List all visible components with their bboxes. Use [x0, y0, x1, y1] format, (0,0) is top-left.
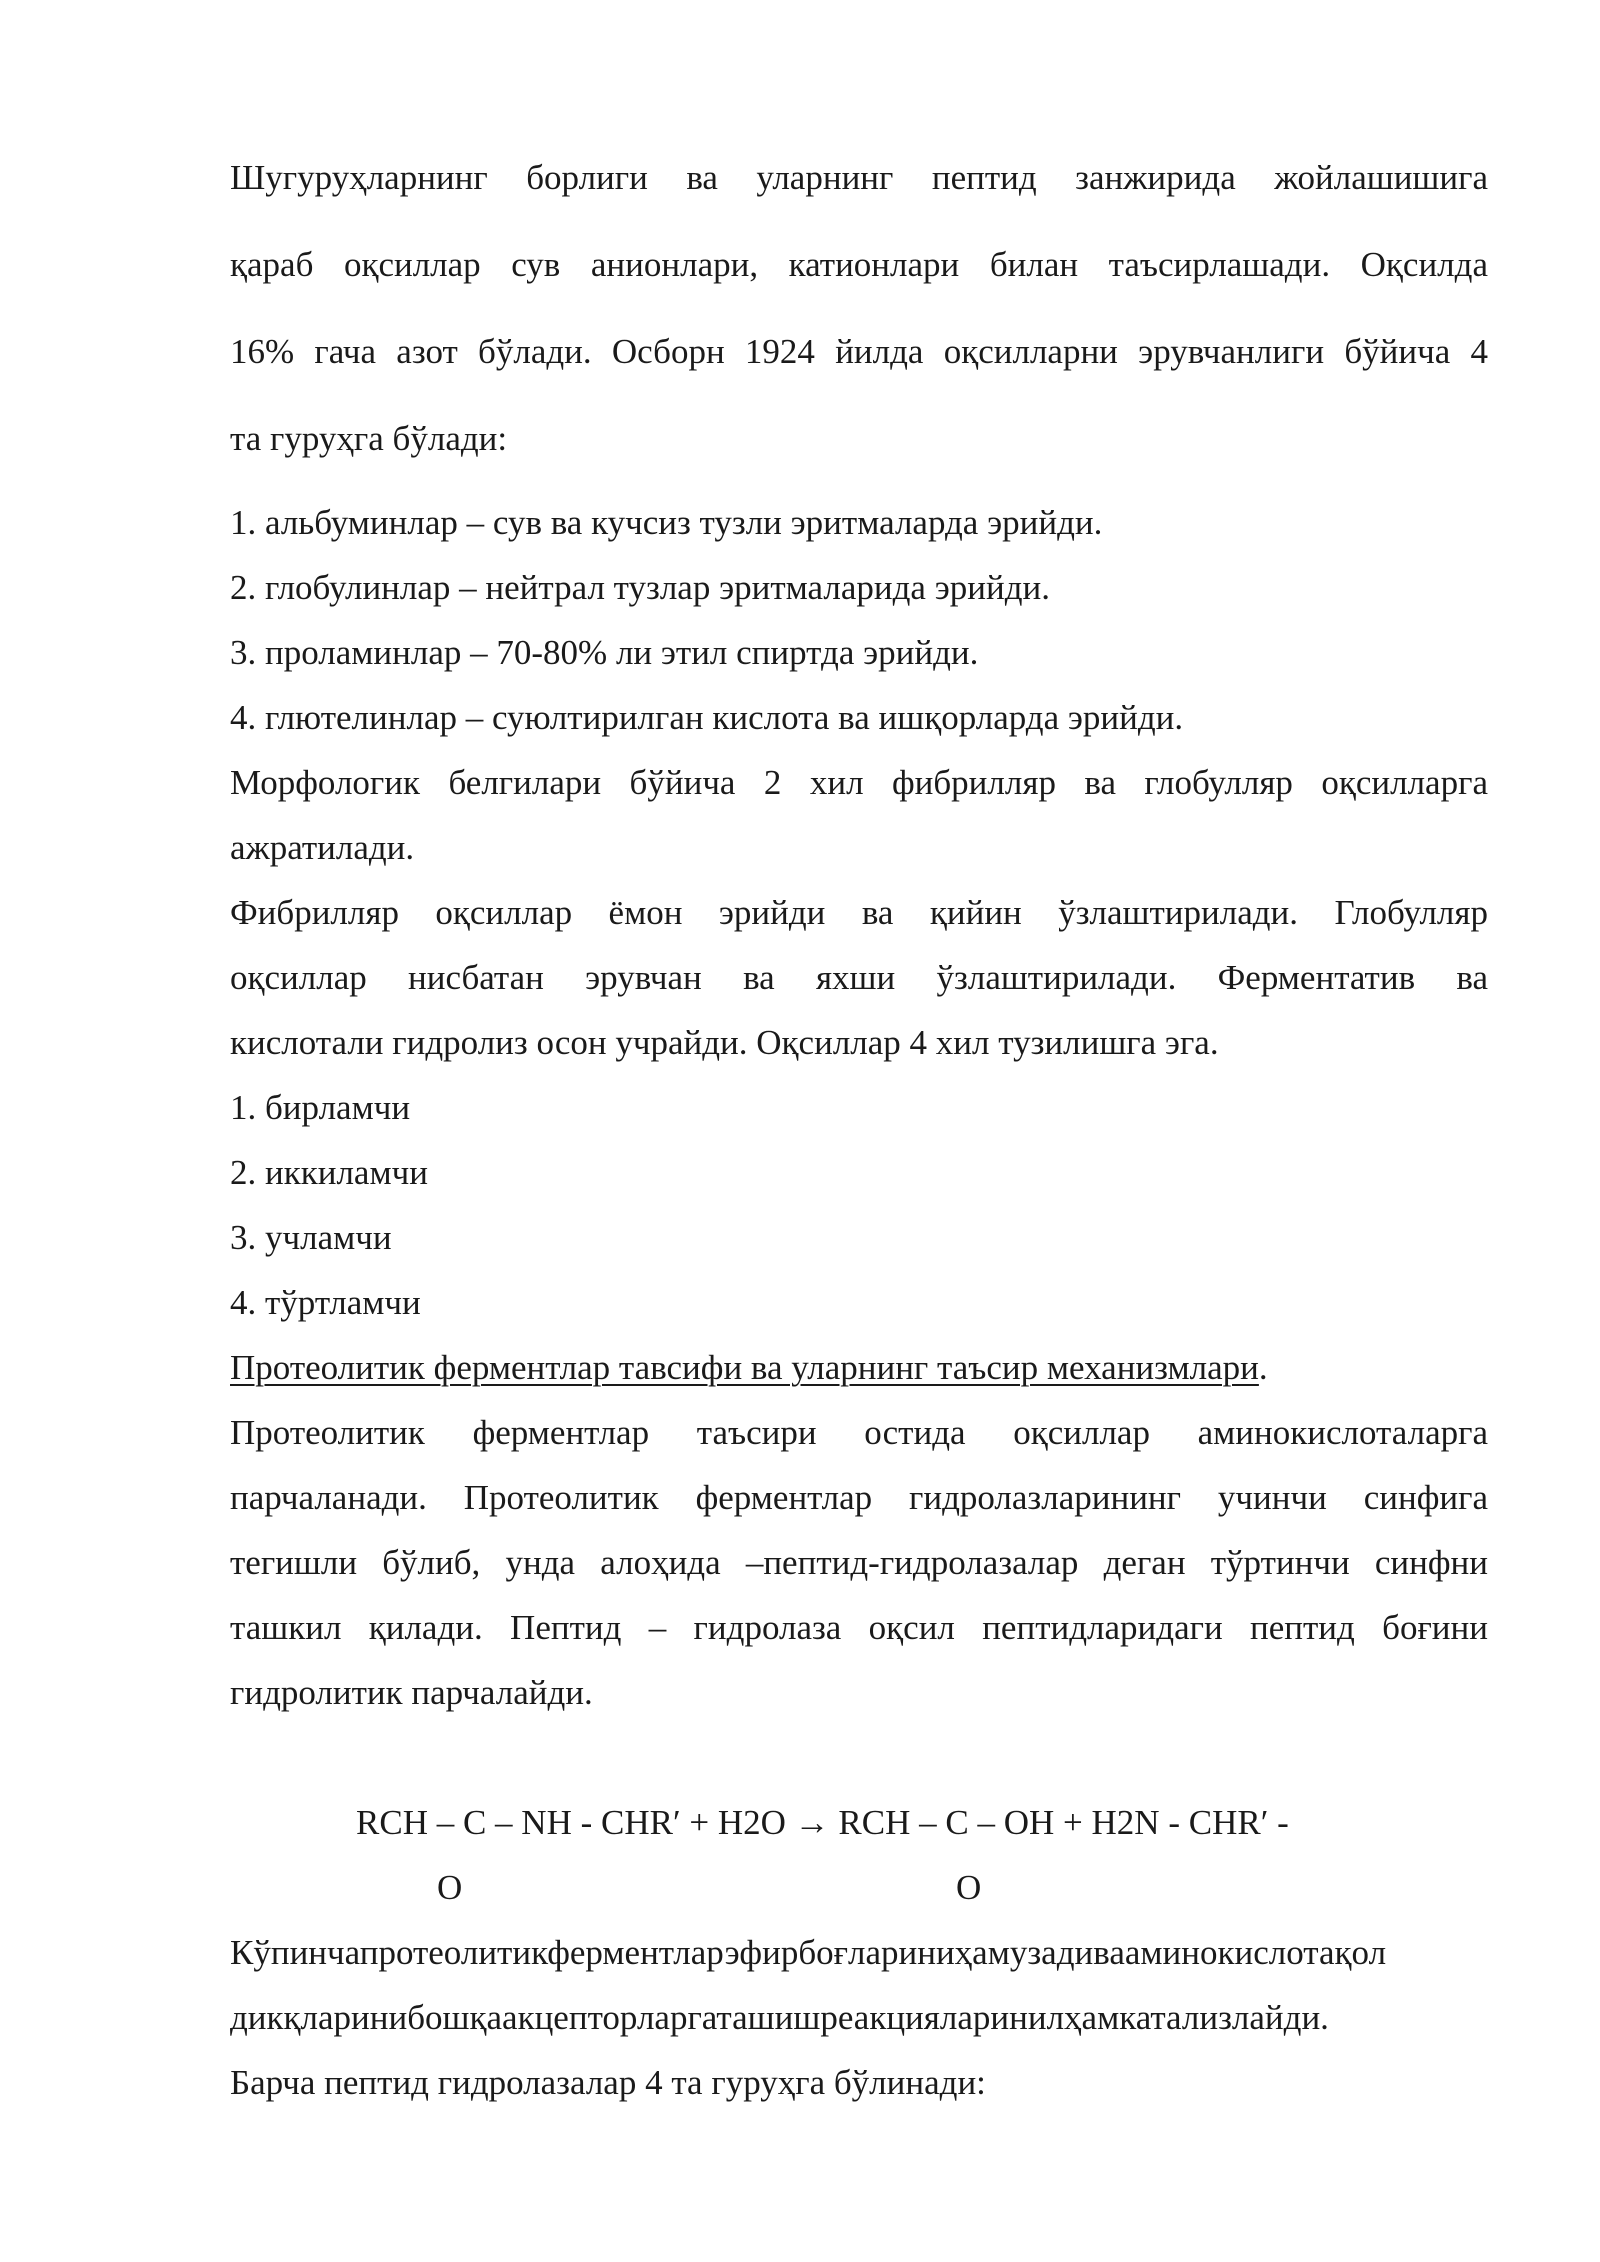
- text-line: оқсиллар нисбатан эрувчан ва яхши ўзлаштирилади. Ферментатив ва: [230, 958, 1488, 997]
- list-item: 1. бирламчи: [230, 1088, 411, 1127]
- structure-list: [230, 1075, 1488, 1335]
- text-line: та гуруҳга бўлади:: [230, 419, 508, 458]
- list-item: 3. учламчи: [230, 1218, 392, 1257]
- solubility-list: [230, 490, 1488, 750]
- text-line: кислотали гидролиз осон учрайди. Оқсиллар 4 хил тузилишга эга.: [230, 1023, 1219, 1062]
- text-line: тегишли бўлиб, унда алоҳида –пептид-гидролазалар деган тўртинчи синфни: [230, 1543, 1488, 1582]
- heading-period: .: [1258, 1348, 1268, 1387]
- text-line: Шугуруҳларнинг борлиги ва уларнинг пептид занжирида жойлашишига: [230, 158, 1488, 197]
- paragraph-proteolytic: [230, 1400, 1488, 1725]
- list-item: 3. проламинлар – 70-80% ли этил спиртда эрийди.: [230, 633, 979, 672]
- formula-oxygen-left: O: [437, 1868, 463, 1907]
- paragraph-groups: [230, 2050, 1488, 2115]
- text-line: ажратилади.: [230, 828, 415, 867]
- text-line: ташкил қилади. Пептид – гидролаза оқсил пептидларидаги пептид боғини: [230, 1608, 1488, 1647]
- text-line: Протеолитик ферментлар таъсири остида оқсиллар аминокислоталарга: [230, 1413, 1488, 1452]
- text-line: Фибрилляр оқсиллар ёмон эрийди ва қийин ўзлаштирилади. Глобулляр: [230, 893, 1488, 932]
- list-item: 2. иккиламчи: [230, 1153, 428, 1192]
- paragraph-morphology: [230, 750, 1488, 880]
- text-line: Барча пептид гидролазалар 4 та гуруҳга бўлинади:: [230, 2063, 986, 2102]
- formula-oxygen-right: O: [956, 1868, 982, 1907]
- reaction-formula: RCH – C – NH - CHR′ + H2O → RCH – C – OH + H2N - CHR′ -: [356, 1803, 1289, 1842]
- text-line: гидролитик парчалайди.: [230, 1673, 593, 1712]
- text-line: дикқларинибошқаакцепторларгаташишреакцияларинилҳамкатализлайди.: [230, 1998, 1329, 2037]
- text-line: парчаланади. Протеолитик ферментлар гидролазларининг учинчи синфига: [230, 1478, 1488, 1517]
- text-line: қараб оқсиллар сув анионлари, катионлари билан таъсирлашади. Оқсилда: [230, 245, 1488, 284]
- text-line: 16% гача азот бўлади. Осборн 1924 йилда оқсилларни эрувчанлиги бўйича 4: [230, 332, 1488, 371]
- paragraph-fibrillar: [230, 880, 1488, 1075]
- text-line: Кўпинчапротеолитикферментларэфирбоғлариниҳамузадивааминокислотақол: [230, 1933, 1387, 1972]
- list-item: 1. альбуминлар – сув ва кучсиз тузли эритмаларда эрийди.: [230, 503, 1103, 542]
- list-item: 4. глютелинлар – суюлтирилган кислота ва ишқорларда эрийди.: [230, 698, 1184, 737]
- list-item: 2. глобулинлар – нейтрал тузлар эритмаларида эрийди.: [230, 568, 1050, 607]
- paragraph-intro: [230, 134, 1488, 482]
- paragraph-catalysis: [230, 1920, 1488, 2050]
- section-heading: [230, 1335, 1488, 1400]
- text-line: Морфологик белгилари бўйича 2 хил фибрилляр ва глобулляр оқсилларга: [230, 763, 1488, 802]
- heading-text: Протеолитик ферментлар тавсифи ва уларнинг таъсир механизмлари: [230, 1348, 1259, 1387]
- list-item: 4. тўртламчи: [230, 1283, 421, 1322]
